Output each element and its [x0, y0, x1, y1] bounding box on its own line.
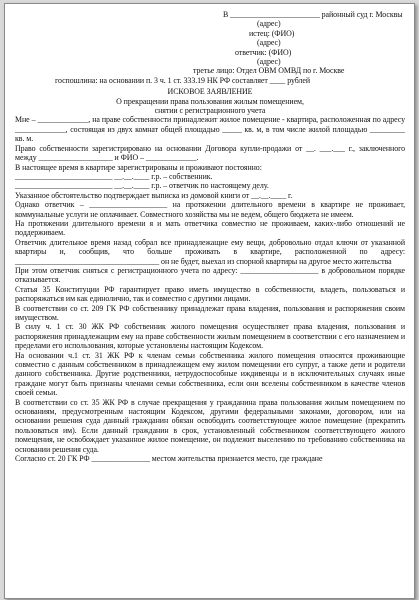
document-body	[15, 115, 405, 463]
paragraph: В настоящее время в квартире зарегистрированы и проживают постоянно:	[15, 162, 262, 172]
court-line: В _______________________ районный суд г. Москвы	[223, 10, 403, 19]
paragraph: Мне – _____________, на праве собственности принадлежит жилое помещение - квартира, расположенная по адресу _____________, состоящая из двух комнат общей площадью _____ кв. м, в том числе жилой площадью _________ кв. м.	[15, 115, 405, 144]
paragraph: Статья 35 Конституции РФ гарантирует право иметь имущество в собственности, владеть, пользоваться и распоряжаться им как единолично, так и совместно с другими лицами.	[15, 284, 405, 304]
fee-line: госпошлина: на основании п. 3 ч. 1 ст. 333.19 НК РФ составляет ____ рублей	[55, 75, 311, 85]
plaintiff-line: истец: (ФИО)	[249, 28, 295, 38]
paragraph: В силу ч. 1 ст. 30 ЖК РФ собственник жилого помещения осуществляет права владения, пользования и распоряжения принадлежащим ему на праве собственности жилым помещением в соответствии с его назначением и пределами его использования, которые установлены настоящим Кодексом.	[15, 322, 405, 351]
defendant-line: ответчик: (ФИО)	[235, 47, 292, 57]
paragraph: В соответствии со ст. 35 ЖК РФ в случае прекращения у гражданина права пользования жилым помещением по основаниям, предусмотренным настоящим Кодексом, другими федеральными законами, договором, или на основании решения суда данный гражданин обязан освободить соответствующее жилое помещение (прекратить пользоваться им). Если данный гражданин в срок, установленный собственником соответствующего жилого помещения, не освобождает указанное жилое помещение, он подлежит выселению по требованию собственника на основании решения суда.	[15, 397, 405, 454]
paragraph: Право собственности зарегистрировано на основании Договора купли-продажи от __. ___.___ г., заключенного между ___________________ и ФИО – _____________.	[15, 143, 405, 163]
address-line-1: (адрес)	[257, 19, 281, 29]
paragraph: На протяжении длительного времени я и мать ответчика совместно не проживаем, каких-либо отношений не поддерживаем.	[15, 218, 405, 238]
document-subtitle-2: снятии с регистрационного учета	[154, 106, 266, 116]
paragraph: Однако ответчик – ____________________ на протяжении длительного времени в квартире не проживает, коммунальные услуги не оплачивает. Совместного хозяйства мы не ведем, общего бюджета не имеем.	[15, 200, 405, 219]
paragraph: _________________________ __.__.____ г.р. – ответчик по настоящему делу.	[15, 181, 269, 191]
address-line-3: (адрес)	[257, 57, 281, 67]
paragraph: В соответствии со ст. 209 ГК РФ собственнику принадлежат права владения, пользования и распоряжения своим имуществом.	[15, 303, 405, 322]
document-header	[223, 10, 405, 66]
address-line-2: (адрес)	[257, 38, 281, 48]
paragraph: Ответчик длительное время назад собрал все принадлежащие ему вещи, добровольно отдал ключи от указанной квартиры и, сообщив, что больше проживать в квартире, расположенной по адресу: _____________________________________ он не будет, выехал из спорной квартиры на другое место жительства	[15, 237, 405, 266]
paragraph: При этом ответчик сняться с регистрационного учета по адресу: ____________________ в добровольном порядке отказывается.	[15, 265, 405, 285]
paragraph: На основании ч.1 ст. 31 ЖК РФ к членам семьи собственника жилого помещения относятся проживающие совместно с данным собственником в принадлежащем ему жилом помещении его супруг, а также дети и родители данного собственника. Другие родственники, нетрудоспособные иждивенцы и в исключительных случаях иные граждане могут быть признаны членами семьи собственника, если они вселены собственником в качестве членов своей семьи.	[15, 350, 405, 398]
paragraph: Указанное обстоятельство подтверждает выписка из домовой книги от __.__.____ г.	[15, 190, 293, 200]
paragraph: _________________________ __.__.____ г.р. – собственник.	[15, 171, 213, 181]
document-page	[4, 3, 415, 599]
document-subtitle-1: О прекращении права пользования жилым помещением,	[116, 96, 304, 106]
document-title: ИСКОВОЕ ЗАЯВЛЕНИЕ	[167, 87, 253, 97]
paragraph: Согласно ст. 20 ГК РФ _______________ местом жительства признается место, где граждане	[15, 454, 323, 464]
document-content	[15, 10, 405, 464]
third-party-line: третье лицо: Отдел ОВМ ОМВД по г. Москве	[193, 66, 345, 76]
